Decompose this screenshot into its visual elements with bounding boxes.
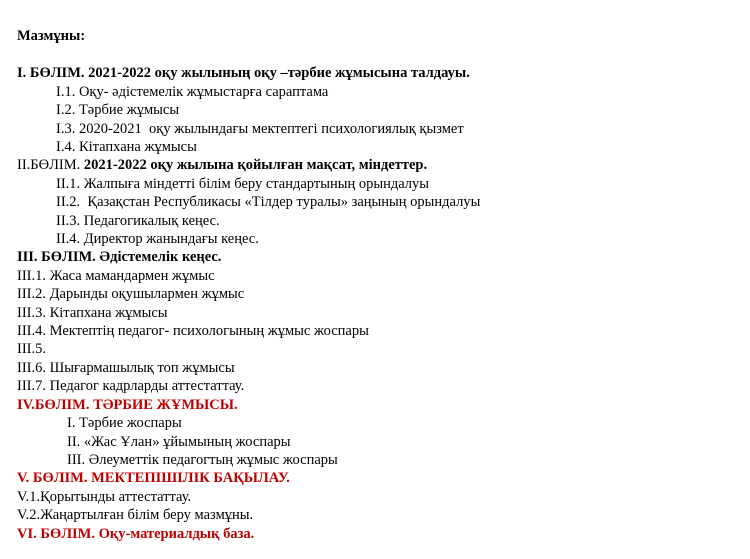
section-3-item-7: ІІІ.7. Педагог кадрларды аттестаттау. [17,378,245,394]
section-5-heading: V. БӨЛІМ. МЕКТЕПІШІЛІК БАҚЫЛАУ. [17,470,290,486]
section-2-heading-rest: 2021-2022 оқу жылына қойылған мақсат, міндеттер. [83,157,428,173]
section-1-heading: І. БӨЛІМ. 2021-2022 оқу жылының оқу –тәрбие жұмысына талдауы. [17,65,470,81]
section-5-item-1: V.1.Қорытынды аттестаттау. [17,489,192,505]
toc-title: Мазмұны: [17,28,86,44]
section-5-item-2: V.2.Жаңартылған білім беру мазмұны. [17,507,254,523]
section-2-item-2: ІІ.2. Қазақстан Республикасы «Тілдер туралы» заңының орындалуы [56,194,481,210]
section-2-heading [17,156,427,174]
section-2-item-3: ІІ.3. Педагогикалық кеңес. [56,213,220,229]
section-4-item-3: ІІІ. Әлеуметтік педагогтың жұмыс жоспары [67,452,338,468]
section-1-item-1: І.1. Оқу- әдістемелік жұмыстарға сараптама [56,84,329,100]
section-1-item-3: І.3. 2020-2021 оқу жылындағы мектептегі психологиялық қызмет [56,121,464,137]
section-3-item-1: ІІІ.1. Жаса мамандармен жұмыс [17,268,215,284]
section-3-item-3: ІІІ.3. Кітапхана жұмысы [17,305,168,321]
section-1-item-2: І.2. Тәрбие жұмысы [56,102,180,118]
section-4-item-2: ІІ. «Жас Ұлан» ұйымының жоспары [67,434,291,450]
section-3-heading: ІІІ. БӨЛІМ. Әдістемелік кеңес. [17,249,222,265]
section-1-item-4: І.4. Кітапхана жұмысы [56,139,197,155]
section-3-item-6: ІІІ.6. Шығармашылық топ жұмысы [17,360,235,376]
section-6-heading: VІ. БӨЛІМ. Оқу-материалдық база. [17,526,255,542]
section-4-item-1: І. Тәрбие жоспары [67,415,182,431]
section-3-item-5: ІІІ.5. [17,341,46,357]
section-3-item-4: ІІІ.4. Мектептің педагог- психологының жұмыс жоспары [17,323,369,339]
section-3-item-2: ІІІ.2. Дарынды оқушылармен жұмыс [17,286,245,302]
section-4-heading: ІV.БӨЛІМ. ТӘРБИЕ ЖҰМЫСЫ. [17,397,238,413]
section-2-item-1: ІІ.1. Жалпыға міндетті білім беру стандартының орындалуы [56,176,430,192]
section-2-heading-prefix: ІІ.БӨЛІМ. [17,157,84,173]
section-2-item-4: ІІ.4. Директор жанындағы кеңес. [56,231,259,247]
